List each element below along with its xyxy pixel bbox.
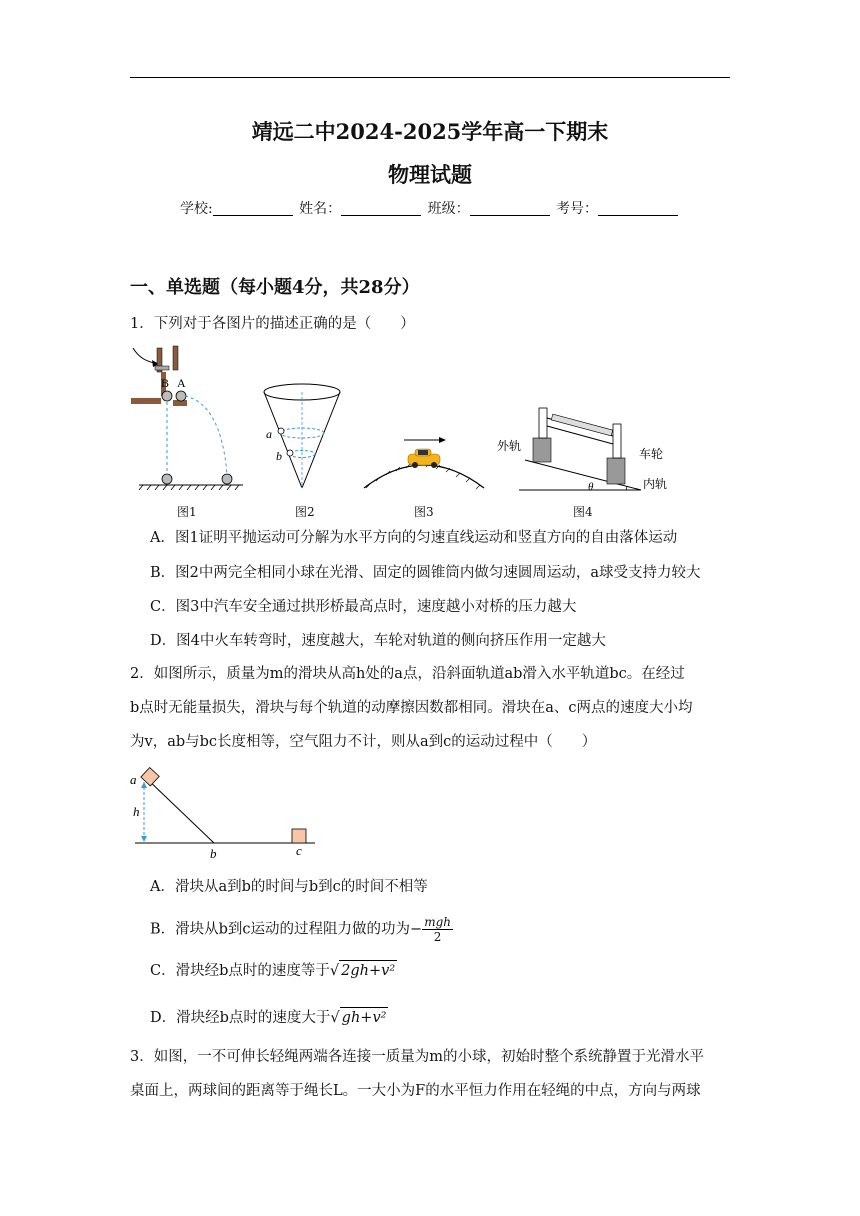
fig4-outer-rail: 外轨 (497, 439, 522, 453)
q1-figure-4 (495, 404, 675, 494)
student-info-line (0, 198, 860, 218)
q2-option-d-text: D．滑块经b点时的速度大于 (150, 1010, 331, 1026)
q2-label-h: h (133, 804, 140, 819)
fig4-wheel: 车轮 (639, 447, 664, 461)
q3-stem-line-1: 3．如图，一不可伸长轻绳两端各连接一质量为m的小球，初始时整个系统静置于光滑水平 (130, 1049, 704, 1065)
q1-figure-1 (125, 340, 245, 490)
school-blank[interactable] (213, 201, 293, 216)
exam-number-blank[interactable] (598, 201, 678, 216)
school-label: 学校: (179, 201, 213, 217)
q2-figure (125, 762, 325, 862)
fig4-theta: θ (588, 481, 594, 493)
exam-number-label: 考号： (556, 201, 599, 217)
fig2-label-b: b (276, 449, 282, 463)
q2-option-c-text: C．滑块经b点时的速度等于 (150, 963, 330, 979)
q2-option-b-text: B．滑块从b到c运动的过程阻力做的功为− (150, 921, 423, 938)
section-heading: 一、单选题（每小题4分，共28分） (130, 277, 420, 298)
q1-stem: 1．下列对于各图片的描述正确的是（ ） (130, 316, 415, 332)
q2-option-a[interactable]: A．滑块从a到b的时间与b到c的时间不相等 (150, 879, 428, 895)
q2-option-d[interactable]: D．滑块经b点时的速度大于√ gh+v² (150, 1007, 388, 1028)
exam-subtitle: 物理试题 (388, 162, 472, 187)
q1-figure-3 (360, 432, 490, 492)
q2-stem-line-1: 2．如图所示，质量为m的滑块从高h处的a点，沿斜面轨道ab滑入水平轨道bc。在经过 (130, 666, 685, 682)
name-blank[interactable] (341, 201, 421, 216)
fig2-caption: 图2 (295, 505, 315, 519)
q2-option-c-expr: 2gh+v² (339, 960, 397, 981)
q2-stem-line-2: b点时无能量损失，滑块与每个轨道的动摩擦因数都相同。滑块在a、c两点的速度大小均 (130, 700, 693, 716)
q2-option-b-denominator: 2 (433, 930, 442, 944)
fig1-caption: 图1 (177, 505, 197, 519)
q2-option-b-numerator: mgh (424, 915, 452, 929)
fig1-label-b: B (161, 376, 170, 390)
class-blank[interactable] (470, 201, 550, 216)
exam-title: 靖远二中2024-2025学年高一下期末 (251, 119, 609, 144)
q2-stem-line-3: 为v，ab与bc长度相等，空气阻力不计，则从a到c的运动过程中（ ） (130, 734, 597, 750)
class-label: 班级： (427, 201, 470, 217)
fig4-inner-rail: 内轨 (643, 477, 668, 491)
q2-option-b-fraction (422, 915, 453, 944)
q2-option-c[interactable]: C．滑块经b点时的速度等于√ 2gh+v² (150, 960, 397, 981)
q1-option-a[interactable]: A．图1证明平抛运动可分解为水平方向的匀速直线运动和竖直方向的自由落体运动 (150, 530, 678, 546)
q2-label-c: c (296, 843, 302, 858)
q1-figure-2 (258, 382, 368, 492)
q2-label-a: a (130, 772, 137, 787)
q1-option-b[interactable]: B．图2中两完全相同小球在光滑、固定的圆锥筒内做匀速圆周运动，a球受支持力较大 (150, 565, 701, 581)
top-rule (130, 77, 730, 78)
fig2-label-a: a (266, 427, 272, 441)
q1-option-c[interactable]: C．图3中汽车安全通过拱形桥最高点时，速度越小对桥的压力越大 (150, 599, 577, 615)
q3-stem-line-2: 桌面上，两球间的距离等于绳长L。一大小为F的水平恒力作用在轻绳的中点，方向与两球 (130, 1083, 701, 1099)
fig3-caption: 图3 (414, 505, 434, 519)
fig4-caption: 图4 (573, 505, 593, 519)
q1-option-d[interactable]: D．图4中火车转弯时，速度越大，车轮对轨道的侧向挤压作用一定越大 (150, 633, 606, 649)
q2-label-b: b (210, 846, 217, 861)
name-label: 姓名： (299, 201, 342, 217)
q2-option-d-expr: gh+v² (340, 1007, 389, 1028)
fig1-label-a: A (177, 376, 186, 390)
q2-option-b[interactable] (150, 915, 453, 944)
